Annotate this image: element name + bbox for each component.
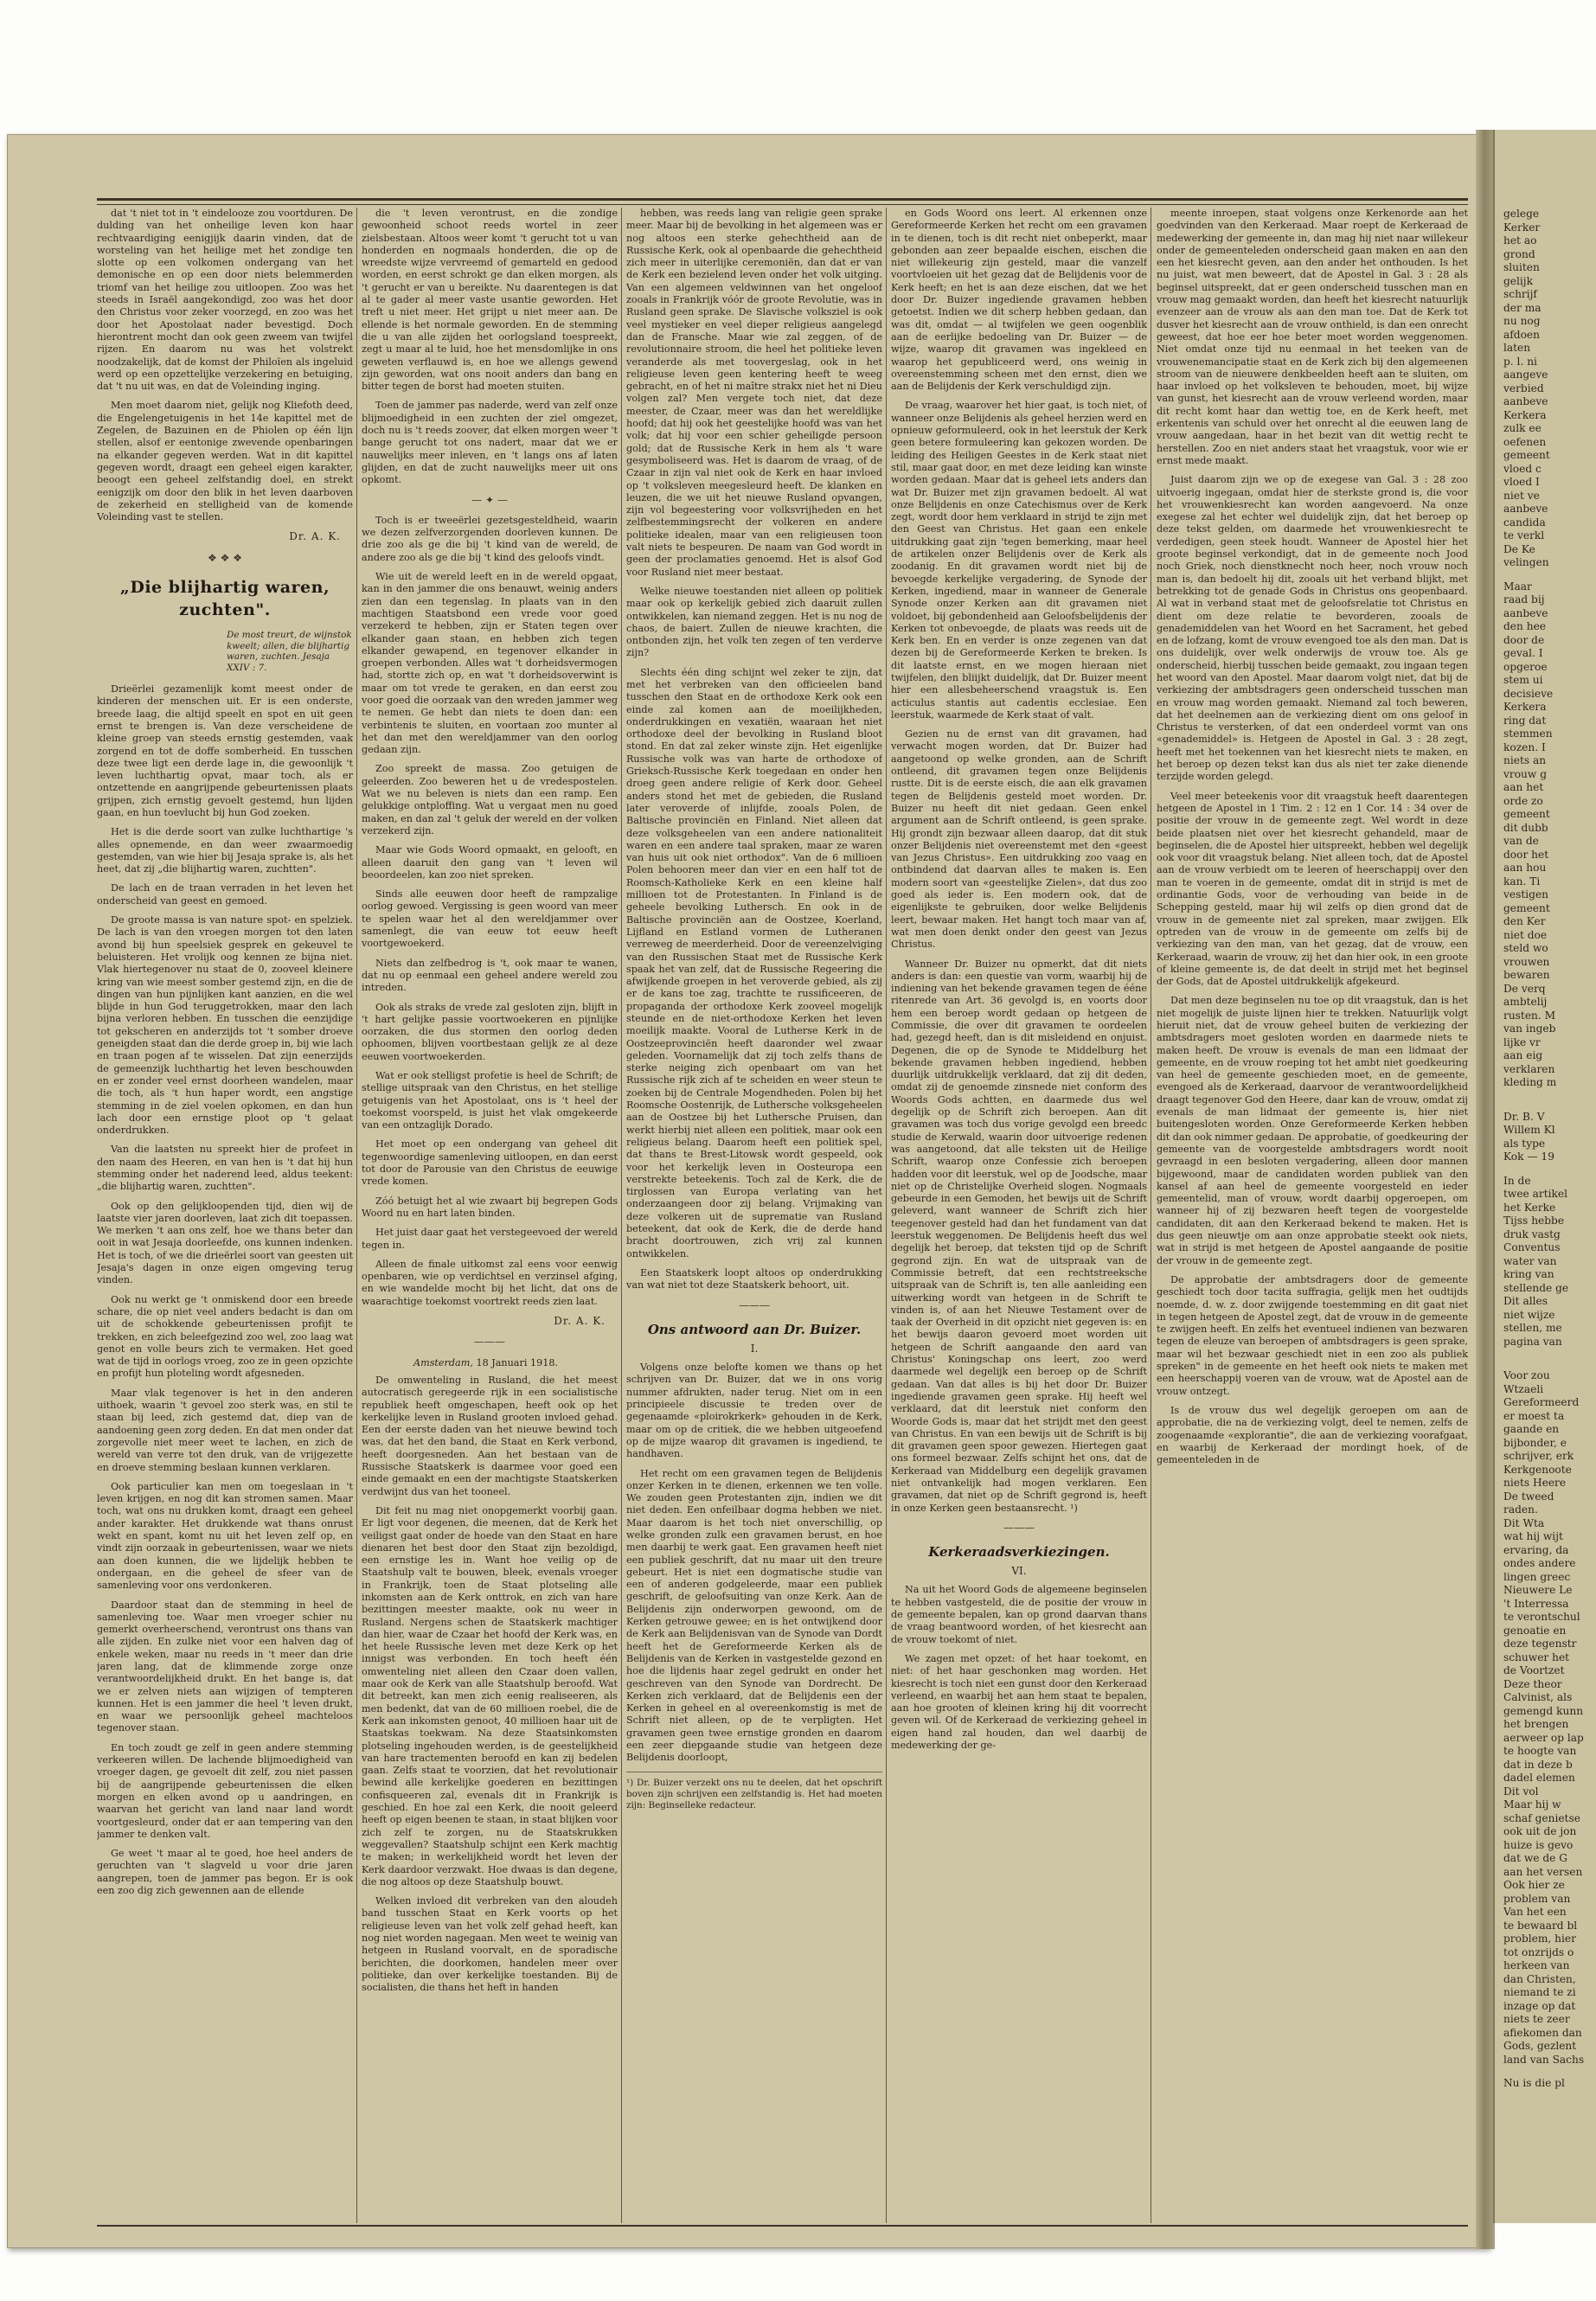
fragment-line: herkeen van	[1503, 1959, 1570, 1971]
fragment-line: aan hou	[1503, 862, 1547, 874]
fragment-line: aan het	[1503, 781, 1544, 793]
paragraph: Toch is er tweeërlei gezetsgesteldheid, waarin we dezen zelfverzorgenden doorleven kunnen. De drie zoo als ge die bij 't kind van de wereld, de andere zoo als ge die bij 't kind des geloofs vindt.	[362, 514, 618, 563]
fragment-line: Kerkgenoote	[1503, 1463, 1572, 1476]
fragment-line: bijbonder, e	[1503, 1436, 1567, 1449]
fragment-line: niets te zeer	[1503, 2013, 1570, 2025]
fragment-line: aan eig	[1503, 1049, 1543, 1061]
fragment-line: bewaren	[1503, 969, 1550, 981]
paragraph: Juist daarom zijn we op de exegese van Gal. 3 : 28 zoo uitvoerig ingegaan, omdat hier de sterkste grond is, die voor het vrouwenkiesrecht kan worden aangevoerd. Na onze exegese zal het echter wel duidelijk zijn, dat het beroep op deze tekst gelden, om daarmede het vrouwenkiesrecht te verdedigen, geen steek houdt. Wanneer de Apostel hier het groote beginsel verkondigt, dat in de gemeente noch Jood noch Griek, noch dienstknecht noch heer, noch vrouw noch man is, dan bedoelt hij dit, zooals uit het verband blijkt, met betrekking tot de genade Gods in Christus ons geopenbaard. Al wat in verband staat met de geloofsrelatie tot Christus en dient om deze relatie te bevorderen, zooals de genademiddelen van het Woord en het Sacrament, het gebed en de lofzang, komt de vrouw evengoed toe als den man. Dat is ons duidelijk, over welk onderwijs de vrouw toe. Als ge onderscheid, hierbij tusschen beide gemaakt, zou ingaan tegen het woord van den Apostel. Maar daarom volgt niet, dat bij de verkiezing der ambtsdragers geen onderscheid tusschen man en vrouw mag worden gemaakt. Niemand zal toch beweren, dat het deelnemen aan de verkiezing dient om ons geloof in Christus te versterken, of dat een onderdeel vormt van ons «genademiddel» is. Hetgeen de Apostel in Gal. 3 : 28 zegt, heeft met het toekennen van het kiesrecht niets te maken, en het beroep op dezen tekst kan dus als niet ter zake dienende terzijde worden gelegd.	[1157, 474, 1468, 783]
fragment-line: geval. I	[1503, 647, 1543, 659]
paragraph: Slechts één ding schijnt wel zeker te zijn, dat met het verbreken van den officieelen band tusschen den Staat en de orthodoxe Kerk ook een einde zal komen aan de moeilijkheden, onderdrukkingen en vexatiën, waaraan het niet orthodoxe deel der bevolking in Rusland bloot stond. En dat zal zeker winste zijn. Het eigenlijke Russische volk was van harte de orthodoxe of Grieksch-Russische Kerk toegedaan en onder hen droeg geen andere religie of Kerk door. Geheel anders stond het met de gebieden, die Rusland later veroverde of inlijfde, zooals Polen, de Baltische provinciën en Finland. Niet alleen dat deze volksgeheelen van een andere nationaliteit waren en een andere taal spraken, maar ze waren van huis uit ook niet orthodox". Van de 6 millioen Polen behooren meer dan vier en een half tot de Roomsch-Katholieke Kerk en een kleine half millioen tot de Protestanten. In Finland is de geheele bevolking Luthersch. En ook in de Baltische provinciën aan de Oostzee, Koerland, Lijfland en Estland vormen de Lutheranen verreweg de meerderheid. Door de vereenzelviging van den Russischen Staat met de Russische Kerk spaak het van zelf, dat de Russische Regeering die afwijkende groepen in het veroverde gebied, als zij er de kans toe zag, trachtte te russificeeren, de propaganda der orthodoxe Kerk zooveel mogelijk steunde en de niet-orthodoxe Kerken het leven moeilijk maakte. Vooral de Lutherse Kerk in de Oostzeeprovinciën heeft daaronder wel zwaar geleden. Voornamelijk dat zij toch zelfs thans de sterke neiging zich openbaart om van het Russische rijk zich af te scheiden en weer steun te zoeken bij de Centrale Mogendheden. Polen bij het Roomsche Oostenrijk, de Luthersche volksgeheelen aan de Oostzee bij het Luthersche Pruisen, dan werkt hierbij niet alleen een politiek, maar ook een religieus belang. Daarom heeft een politiek spel, dat thans te Brest-Litowsk wordt gespeeld, ook voor het kerkelijk leven in Oosteuropa een verstrekte beteekenis. Toch zal de Kerk, die de tirglossen van Europa verlating van het onderzaangeen door zij belang. Vrijmaking van deze volkeren uit de suprematie van Rusland beteekent, dat ook de Kerk, die de derde hand bracht doortrouwen, zich vrij zal kunnen ontwikkelen.	[626, 666, 882, 1259]
paragraph: En toch zoudt ge zelf in geen andere stemming verkeeren willen. De lachende blijmoedigheid van vroeger dagen, ge gevoelt dit zelf, zou niet passen bij de aangrijpende gebeurtenissen die elken morgen en elken avond op u aandringen, en waarvan het gericht van land naar land wordt voortgesleurd, onder dat er aan tempering van den jammer te denken valt.	[97, 1741, 353, 1840]
paragraph: De vraag, waarover het hier gaat, is toch niet, of wanneer onze Belijdenis als geheel herzien werd en opnieuw geformuleerd, ook in het leerstuk der Kerk geen betere formuleering kan gekozen worden. De leiding des Heiligen Geestes in de Kerk staat niet stil, maar gaat door, en met deze leiding kan winste worden gedaan. Maar dat is geheel iets anders dan wat Dr. Buizer met zijn gravamen bedoelt. Al wat onze Belijdenis en onze Catechismus over de Kerk zegt, wordt door hem verklaard in strijd te zijn met den Geest van Christus. Het gaan een enkele uitdrukking gaat zijn 'tegen bemerking, maar heel de artikelen onzer Belijdenis over de Kerk als zoodanig. En dit gravamen wordt niet bij de bevoegde kerkelijke vergadering, de Synode der Kerken, ingediend, maar in wanneer de Generale Synode onzer Kerken aan dit gravamen niet voldoet, bij gebondenheid aan Geloofsbelijdenis der Kerken tot onbevoegde, de plaats was reeds uit de Kerk ben. En en verder is onze zegenen van dat dezen bij de Gereformeerde Kerken te breken. Is dit laatste ernst, en we mogen hieraan niet twijfelen, den bliijkt duidelijk, dat Dr. Buizer meent hier een allesbeheerschend vraagstuk is. Een acticulus stantis aut cadentis ecclesiae. Een leerstuk, waarmede de Kerk staat of valt.	[891, 400, 1147, 721]
fragment-line: raad bij	[1503, 593, 1545, 606]
fragment-line	[1503, 1100, 1593, 1111]
section-heading: Kerkeraadsverkiezingen.	[928, 1544, 1110, 1561]
fragment-line: genoatie en	[1503, 1624, 1567, 1637]
paragraph: Het recht om een gravamen tegen de Belijdenis onzer Kerken in te dienen, erkennen we ten volle. We zouden geen Protestanten zijn, indien we dit niet deden. Een onfeilbaar dogma hebben we niet. Maar daarom is het toch niet onverschillig, op welke gronden zulk een gravamen berust, en hoe men daarbij te werk gaat. Een gravamen heeft niet een publiek geschrift, dat nu maar uit den treure gebeurt. Het is niet een dogmatische studie van een of anderen godgeleerde, maar een publiek geschrift, de geloofsuiting van onze Kerk. Aan de Belijdenis zijn onderworpen gewoond, om de Kerken getrouwe gewee; en is het ontwijkend door de Kerk aan Belijdenisvan van de Synode van Dordt heeft het de Gereformeerde Kerken als de Belijdenis van de Kerken in vastgestelde gezond en hoe die lijdenis haar zegel gedrukt en onder het geschreven van den Synode van Dordrecht. De Kerken zich verklaard, dat de Belijdenis een der Kerken in geheel en al overeenkomstig is met de Schrift niet alleen, op de te verpligten. Het gravamen geen twee ernstige gronden en daarom een zeer diepgaande studie van hetgeen deze Belijdenis doorloopt,	[626, 1467, 882, 1764]
paragraph: Een Staatskerk loopt altoos op onderdrukking van wat niet tot deze Staatskerk behoort, uit.	[626, 1266, 882, 1292]
header-rule	[97, 198, 1468, 205]
paragraph: Alleen de finale uitkomst zal eens voor eenwig openbaren, wie op verdichtsel en verzinsel afging, en wie wandelde mocht bij het licht, dat ons de waarachtige toekomst voortrekt reeds zien laat.	[362, 1258, 618, 1307]
paragraph: Maar wie Gods Woord opmaakt, en gelooft, en alleen daaruit den gang van 't leven wil beoordeelen, kan zoo niet spreken.	[362, 844, 618, 881]
paragraph: De lach en de traan verraden in het leven het onderscheid van geest en gemoed.	[97, 882, 353, 907]
fragment-line: land van Sachs	[1503, 2053, 1585, 2066]
fragment-line: Van het een	[1503, 1906, 1567, 1918]
fragment-line: lingen greec	[1503, 1570, 1571, 1583]
column-1	[97, 208, 353, 2219]
fragment-line: Nu is die pl	[1503, 2077, 1565, 2089]
paragraph: Van die laatsten nu spreekt hier de profeet in den naam des Heeren, en van hen is 't dat hij hun stemming onder het naderend leed, aldus teekent: „die blijhartig waren, zuchtten".	[97, 1144, 353, 1193]
fragment-line: dit dubb	[1503, 821, 1548, 834]
fragment-line	[1503, 2067, 1593, 2077]
fragment-line: sluiten	[1503, 261, 1540, 273]
fragment-line: deze tegenstr	[1503, 1638, 1577, 1650]
fragment-line: druk vastg	[1503, 1227, 1561, 1240]
paragraph: Ge weet 't maar al te goed, hoe heel anders de geruchten van 't slagveld u voor drie jaren aangrepen, toen de jammer pas begon. Er is ook een zoo dig zich gewennen aan de ellende	[97, 1848, 353, 1897]
fragment-line: schaf genietse	[1503, 1811, 1580, 1824]
fragment-line: het Kerke	[1503, 1201, 1556, 1214]
footnote: ¹) Dr. Buizer verzekt ons nu te deelen, dat het opschrift boven zijn schrijven een zelfstandig is. Het had moeten zijn: Beginselleke redacteur.	[626, 1772, 882, 1811]
fragment-line: niets an	[1503, 754, 1547, 766]
paragraph: De approbatie der ambtsdragers door de gemeente geschiedt toch door tacita suffragia, gelijk men het oudtijds noemde, d. w. z. door zwijgende toestemming en dit gaat niet in tegen hetgeen de Apostel zegt, dat de vrouw in de gemeente te zwijgen heeft. En zelfs het eventueel indienen van bezwaren tegen de eleuze van beroepen of ambtsdragers is geen sprake, maar wil het bezwaar geschiedt niet in een zoo als publiek spreken" in de gemeente en het heeft ook niets te maken met een heerschappij voeren van de vrouw, wat de Apostel aan de vrouw ontzegt.	[1157, 1273, 1468, 1397]
paragraph: Ook als straks de vrede zal gesloten zijn, blijft in 't hart gelijke passie voortwoekeren en pijnlijke oorzaken, die dus stormen den oorlog deden ophoomen, blijven voortbestaan gelijk ze al deze eeuwen voortwoekerden.	[362, 1001, 618, 1062]
fragment-line: gelege	[1503, 208, 1540, 220]
paragraph: Niets dan zelfbedrog is 't, ook maar te wanen, dat nu op eenmaal een geheel andere wereld zou intreden.	[362, 957, 618, 994]
author-signature: Dr. A. K.	[554, 1315, 606, 1328]
fragment-line: schuwer het	[1503, 1650, 1570, 1663]
fragment-line: p. l. ni	[1503, 355, 1537, 368]
column-3	[626, 208, 882, 2219]
fragment-line: zulk ee	[1503, 422, 1542, 434]
paragraph: Welken invloed dit verbreken van den aloudeh band tusschen Staat en Kerk voorts op het religieuse leven van het volk zelf gehad heeft, kan nog niet worden nagegaan. Men weet te weinig van hetgeen in Rusland voorvalt, en de sporadische berichten, die doorkomen, handelen meer over politieke, dan over kerkelijke toestanden. Bij de socialisten, die thans het heft in handen	[362, 1895, 618, 1994]
fragment-line: Gereformeerd	[1503, 1396, 1580, 1408]
fragment-line: velingen	[1503, 556, 1549, 568]
fragment-line: aerweer op lap	[1503, 1731, 1584, 1744]
fragment-line: niemand te zi	[1503, 1986, 1576, 1998]
fragment-line	[1503, 1090, 1593, 1100]
author-signature: Dr. A. K.	[289, 530, 341, 543]
fragment-line: ambtelij	[1503, 996, 1548, 1008]
fragment-line: vloed c	[1503, 462, 1542, 475]
fragment-line: inzage op dat	[1503, 1999, 1576, 2012]
fragment-line: Kerker	[1503, 221, 1541, 234]
fragment-line: ring dat	[1503, 714, 1547, 727]
ornament-divider: ———	[739, 1298, 770, 1311]
fragment-line: dadel elemen	[1503, 1772, 1575, 1784]
fragment-line: Gods, gezlent	[1503, 2040, 1577, 2052]
section-heading: Ons antwoord aan Dr. Buizer.	[647, 1321, 862, 1337]
paragraph: Zóó betuigt het al wie zwaart bij begrepen Gods Woord nu en hart laten binden.	[362, 1195, 618, 1219]
fragment-line: oefenen	[1503, 435, 1547, 448]
paragraph: We zagen met opzet: of het haar toekomt, en niet: of het haar geschonken mag worden. Het kiesrecht is toch niet een gunst door den Kerkeraad verleend, en waarbij het aan hem staat te bepalen, aan hoe grooten of kleinen kring hij dit voorrecht geven wil. Of de Kerkeraad de verkiezing geheel in eigen hand zal houden, dan wel daarbij de medewerking der ge-	[891, 1652, 1147, 1752]
fragment-line	[1503, 570, 1593, 580]
fragment-line: ook uit de jon	[1503, 1825, 1577, 1837]
fragment-line: Willem Kl	[1503, 1124, 1555, 1136]
fragment-line: te hoogte van	[1503, 1745, 1577, 1757]
fragment-line: der ma	[1503, 301, 1542, 314]
fragment-line: water van	[1503, 1254, 1557, 1267]
paragraph: dat 't niet tot in 't eindelooze zou voortduren. De dulding van het onheilige leven kon haar rechtvaardiging eenigjijk daarin vinden, dat de worsteling van het heilige met het zondige ten slotte op een volkomen ondergang van het demonische en op een door niets belemmerden triomf van het heilige zou uitloopen. Zoo was het steeds in Israël aangekondigd, zoo was het door den Christus voor zeker voorzegd, en zoo was het door het Apostolaat nader bevestigd. Doch hierontrent mocht dan ook geen zweem van twijfel rijzen. En daarom nu was het volstrekt noodzakelijk, dat de komst der Philoïen als ingeluid werd op een opzettelijke verzekering en betuiging, dat 't nu uit was, en dat de Voleinding inging.	[97, 208, 353, 393]
paragraph: meente inroepen, staat volgens onze Kerkenorde aan het goedvinden van den Kerkeraad. Maar roept de Kerkeraad de medewerking der gemeente in, dan mag hij niet naar willekeur onder de gemeenteleden onderscheid gaan maken en aan den een het kiesrecht geven, aan den ander het onthouden. Is het nu juist, wat men beweert, dat de Apostel in Gal. 3 : 28 als beginsel uitspreekt, dat er geen onderscheid tusschen man en vrouw mag gemaakt worden, dan heeft het kiesrecht natuurlijk evenzeer aan de vrouw als aan den man toe. Dat de Kerk tot dusver het kiesrecht aan de vrouw onthield, is dan een onrecht geweest, dat hoe eer hoe beter moet worden weggenomen. Niet omdat onze tijd nu eenmaal in het teeken van de vrouwenemancipatie staat en de Kerk zich bij den algemeenen stroom van de nieuwere denkbeelden heeft aan te sluiten, om haar invloed op het volksleven te behouden, moet, bij wijze van gunst, het kiesrecht aan de vrouw verleend worden, maar dit recht komt haar dan wettig toe, en de Kerk heeft, met erkentenis van schuld over het onrecht al die eeuwen lang de vrouw aangedaan, haar in het bezit van dit wettig recht te herstellen. Zoo en niet anders staat het vraagstuk, voor wie er ernst mede maakt.	[1157, 208, 1468, 466]
paragraph: Wanneer Dr. Buizer nu opmerkt, dat dit niets anders is dan: een questie van vorm, waarbij hij de indiening van het bekende gravamen tegen de ééne ritenrede van Art. 36 gevolgd is, en voorts door hem een beroep wordt gedaan op hetgeen de Commissie, die over dit gravamen te oordeelen had, gezegd heeft, dan is dit misleidend en onjuist. Degenen, die op de Synode te Middelburg het bekende gravamen hebben ingediend, hebben duurlijk uitdrukkelijk verklaard, dat zij dit deden, omdat zij de genoemde zinsnede niet conform des Woords Gods achtten, en daarmede dus wel degelijk op de Schrift zich beroepen. Aan dit gravamen was toch dus vorige gevolgd een breedc studie de Kerwald, waarin door uitvoerige redenen was aangetoond, dat alle teksten uit de Heilige Schrift, waarop onze Confessie zich beroepen hadden voor dit leerstuk, wel op de Joodsche, maar niet op de Christelijke Overheid slogen. Nogmaals gebeurde in een Gemoden, het bewijs uit de Schrift geleverd, want wanneer de Schrift zich hier teegenover gesteld had dan het fundament van dat leerstuk weggenomen. De Belijdenis heeft dus wel degelijk het beroep, dat teksten tijd op de Schrift gegrond zijn. En wat de uitspraak van de Commissie betreft, dat een rechtstreeksche uitspraak van de Schrift is, ten alle aanleiding een uitwerking wordt van hetgeen in de Schrift te vinden is, of aan het Nieuwe Testament over de taak der Overheid in dit opzicht niet gegeven is: en het bewijs daaron gevoerd moet worden uit hetgeen de Schrift aangaande den aard van Christus' Koningschap ons leert, zoo werd daarmede wel degelijk een beroep op de Schrift gedaan. Van dat alles is bij het door Dr. Buizer ingediende gravamen geen sprake. Hij heeft wel verklaard, dat dit leerstuk niet conform den Woorde Gods is, maar dat het strijdt met den geest van Christus. En van een bewijs uit de Schrift is bij dit gravamen geen spoor gewezen. Hiertegen gaat ons formeel bezwaar. Zelfs schijnt het ons, dat de Kerkeraad van Middelburg een degelijk gravamen niet ontvankelijk had mogen verklaren. Een gravamen, dat niet op de Schrift gegrond is, heeft in onze Kerken geen bestaansrecht. ¹)	[891, 958, 1147, 1514]
fragment-line: dat in deze b	[1503, 1758, 1573, 1771]
fragment-line: den Ker	[1503, 915, 1546, 927]
dateline	[362, 1357, 618, 1369]
fragment-line: Maar	[1503, 580, 1532, 593]
ornament-divider: ❖ ❖ ❖	[208, 551, 242, 564]
fragment-line: laten	[1503, 342, 1531, 354]
fragment-line: orde zo	[1503, 794, 1543, 807]
fragment-line: Nieuwere Le	[1503, 1584, 1573, 1596]
fragment-line: 't Interressa	[1503, 1597, 1569, 1610]
fragment-line: verklaren	[1503, 1062, 1555, 1075]
fragment-line: In de	[1503, 1174, 1531, 1187]
fragment-line: kleding m	[1503, 1076, 1557, 1088]
fragment-line: lijke vr	[1503, 1035, 1541, 1048]
column-divider	[356, 208, 357, 2223]
paragraph: Volgens onze belofte komen we thans op het schrijven van Dr. Buizer, dat we in ons vorig nummer afdrukten, nader terug. Niet om in een principieele discussie te treden over de gegenaamde «ploirokrkerk» gehouden in de Kerk, maar om op de critiek, die we hebben uitgeoefend op de mijze waarop dit gravamen is ingediend, te handhaven.	[626, 1362, 882, 1460]
paragraph: Wat er ook stelligst profetie is heel de Schrift; de stellige uitspraak van den Christus, en het stellige getuigenis van het Apostolaat, ons is 't heel der toekomst voorspeld, is juist het vlak omgekeerde van een ontzaglijk Dorado.	[362, 1070, 618, 1131]
fragment-line: er moest ta	[1503, 1409, 1565, 1422]
fragment-line: te verontschul	[1503, 1611, 1580, 1623]
paragraph: De omwenteling in Rusland, die het meest autocratisch geregeerde rijk in een socialistische republiek heeft omgeschapen, heeft ook op het kerkelijke leven in Rusland grooten invloed gehad. Een der eerste daden van het nieuwe bewind toch was, dat het den band, die Staat en Kerk verbond, heeft doorgesneden. Aan het bestaan van de Russische Staatskerk is daarmee voor goed een einde gemaakt en een der machtigste Staatskerken verdwijnt dus van het tooneel.	[362, 1374, 618, 1497]
fragment-line: Dr. B. V	[1503, 1110, 1545, 1123]
paragraph: Het is die derde soort van zulke luchthartige 's alles opnemende, en dan weer zwaarmoedig gestemden, van wie hier bij Jesaja sprake is, als het heet, dat zij „die blijhartig waren, zuchtten".	[97, 826, 353, 875]
paragraph: Dit feit nu mag niet onopgemerkt voorbij gaan. Er ligt voor degenen, die meenen, dat de Kerk het veiligst gaat onder de hoede van den Staat en hare dienaren het best door den Staat zijn bezoldigd, een ernstige les in. Want hoe veilig op de Staatshulp valt te bouwen, bleek, evenals vroeger in Frankrijk, toen de Staat plotseling alle inkomsten aan de Kerk onttrok, en zich van hare bezittingen meester maakte, ook nu weer in Rusland. Nergens schen de Staatskerk machtiger dan hier, waar de Czaar het hoofd der Kerk was, en het heele Russische leven met deze Kerk op het innigst was verbonden. En toch heeft één omwenteling niet alleen den Czaar doen vallen, maar ook de Kerk van alle Staatshulp beroofd. Wat dit betreekt, kan men zich eenig realiseeren, als men bedenkt, dat van de 60 millioen roebel, die de Kerk aan inkomsten genoot, 40 millioen haar uit de Staatskas toekwam. Na deze Staatsinkomsten plotseling ingehouden werden, is de geestelijkheid van hare tractementen beroofd en kan zij bedelen gaan. Zelfs staat te voorzien, dat het revolutionair bewind alle kerkelijke goederen en bezittingen confisqueeren zal, evenals dit in Frankrijk is geschied. En hoe zal een Kerk, die nooit geleerd heeft op eigen beenen te staan, in staat blijken voor zich zelf te zorgen, nu de Staatskrukken weggevallen? Staatshulp schijnt een Kerk machtig te maken; in werkelijkheid wordt het leven der Kerk daardoor verzwakt. Hoe dwaas is dan degene, die nog altoos op deze Staatshulp bouwt.	[362, 1504, 618, 1888]
ornament-divider: — ✦ —	[471, 493, 508, 506]
fragment-line: het ao	[1503, 234, 1537, 247]
paragraph: Ook op den gelijkloopenden tijd, dien wij de laatste vier jaren doorleven, laat zich dit toepassen. We merken 't aan ons zelf, hoe we thans beter dan ooit in wat Jesaja doorleefde, ons kunnen indenken. Het is toch, of we die drieërlei soort van geesten uit Jesaja's dagen in onze eigen omgeving terug vinden.	[97, 1200, 353, 1286]
paragraph: hebben, was reeds lang van religie geen sprake meer. Maar bij de bevolking in het algemeen was er nog altoos een sterke gehechtheid aan de Russische Kerk, ook al openbaarde die gehechtheid zich meer in uiterlijke ceremoniën, dan dat er van de Kerk een bezielend leven onder het volk uitging. Van een algemeen veldwinnen van het ongeloof zooals in Frankrijk vóór de groote Revolutie, was in Rusland geen sprake. De Slavische volksziel is ook veel mystieker en veel dieper religieus aangelegd dan de Fransche. Maar wie zal zeggen, of de revolutionnaire stroom, die heel het politieke leven veranderde als met toovergeslag, ook in het religieuse leven geen kentering heeft te weeg gebracht, en of het ni maître strakx niet het ni Dieu volgen zal? Men vergete toch niet, dat deze meester, de Czaar, meer was dan het wereldlijke hoofd; dat hij ook het geestelijke hoofd was van het volk; dat hij voor een schier geheiligde persoon gold; dat de Russische Kerk in hem als 't ware gesymboliseerd was. Het is daarom de vraag, of de Czaar in zijn val niet ook de Kerk en haar invloed op 't volksleven meegesleurd heeft. De klanken en leuzen, die we uit het nieuwe Rusland opvangen, zijn vol begeestering voor volksvrijheden en het zelfbestemmingsrecht der volkeren en andere politieke idealen, maar van een religieusen toon valt niets te bespeuren. De naam van God wordt in geen der proclamaties genoemd. Het is alsof God voor Rusland niet meer bestaat.	[626, 208, 882, 578]
fragment-line: afiekomen dan	[1503, 2026, 1582, 2039]
paragraph: Veel meer beteekenis voor dit vraagstuk heeft daarentegen hetgeen de Apostel in 1 Tim. 2 : 12 en 1 Cor. 14 : 34 over de positie der vrouw in de gemeente zegt. Wel wordt in deze beide plaatsen niet over het kiesrecht gehandeld, maar de beginselen, die de Apostel hier uitspreekt, hebben wel degelijk ook voor dit vraagstuk belang. Niet alleen toch, dat de Apostel aan de vrouw verbiedt om te leeren of heerschappij over den man te voeren in de gemeente, omdat dit in strijd is met de ordinantie Gods, voor de verhouding van beide in de Schepping gesteld, maar hij wil zelfs op dien grond dat de vrouw in de gemeente niet zal spreken, maar zwijgen. Elk optreden van de vrouw in de gemeente om zelfs bij de verkiezing van den man, van het gezag, dat de vrouw, een Kerkeraad, waarin de vrouw, zij het dan hier ook, in een groote of kleine gemeente is, de dat deelt in strijd met het beginsel der Gods, dat de Apostel uitdrukkelijk afgekeurd.	[1157, 790, 1468, 988]
paragraph: Daardoor staat dan de stemming in heel de samenleving toe. Waar men vroeger schier nu gemerkt overheerschend, verontrust ons thans van alle zijden. En zulke niet voor een halven dag of enkele weken, maar nu reeds in 't meer dan drie jaren lang, dat de klimmende zorge onze verantwoordelijkheid drukt. En het bange is, dat we er zelven niets aan wijzigen of tempteren kunnen. Het is een jammer die heel 't leven drukt, en waar we persoonlijk geheel machteloos tegenover staan.	[97, 1599, 353, 1734]
fragment-line: Dit vol	[1503, 1785, 1539, 1798]
fragment-line: tot onzrijds o	[1503, 1945, 1574, 1958]
fragment-line: decisieve	[1503, 687, 1554, 700]
fragment-line: als type	[1503, 1137, 1546, 1150]
fragment-line: aanbeve	[1503, 395, 1548, 407]
fragment-line: Maar hij w	[1503, 1798, 1561, 1811]
paragraph: Sinds alle eeuwen door heeft de rampzalige oorlog gewoed. Vergissing is geen woord van meer te spelen waar het al den wereldjammer over samenlegt, die van eeuw tot eeuw heeft voortgewoekerd.	[362, 888, 618, 950]
fragment-line: twee artikel	[1503, 1188, 1568, 1200]
fragment-line: Voor zou	[1503, 1369, 1550, 1381]
fragment-line: van ingeb	[1503, 1022, 1556, 1035]
fragment-line: te verkl	[1503, 529, 1545, 542]
paragraph: Maar vlak tegenover is het in den anderen uithoek, waarin 't gevoel zoo sterk was, en stil te staan bij leed, zich gestemd dat, diep van de aandoening geen zorg deden. En dat men onder dat zorgevolle niet meer weet te lachen, en zich de wereld van verre tot den druk, van de vrijgezette en droeve stemming beslaan kunnen verklaren.	[97, 1387, 353, 1473]
fragment-line: candida	[1503, 516, 1546, 529]
fragment-line: kozen. I	[1503, 740, 1546, 753]
dateline-date: 18 Januari 1918.	[476, 1356, 558, 1368]
section-number: I.	[750, 1342, 759, 1355]
fragment-line: grond	[1503, 247, 1535, 260]
fragment-line: Wtzaeli	[1503, 1382, 1544, 1395]
fragment-line: aanbeve	[1503, 503, 1548, 515]
fragment-line: Ook hier ze	[1503, 1879, 1565, 1891]
fragment-line: nu nog	[1503, 315, 1541, 327]
fragment-line: De tweed	[1503, 1490, 1554, 1503]
ornament-divider: ———	[474, 1336, 505, 1349]
paragraph: Drieërlei gezamenlijk komt meest onder de kinderen der menschen uit. Er is een onderste, breede laag, die altijd speelt en spot en uit geen ernst te brengen is. Van deze verscheidene de kleine groep van steeds ernstig gestemden, vaak zorgend en tot de doffe somberheid. En tusschen deze twee ligt een derde lage in, die gewoonlijk 't leven luchthartig opvat, maar toch, als er ontzettende en aangrijpende gebeurtenissen plaats grijpen, zich ernstig gevoelt gestemd, hun lijden gaan, en hun toevlucht bij hun God zoeken.	[97, 683, 353, 818]
fragment-line	[1503, 1359, 1593, 1369]
fragment-line: opgeroe	[1503, 660, 1548, 673]
fragment-line: door de	[1503, 633, 1545, 646]
scripture-motto: De most treurt, de wijnstok kweelt; allen, die blijhartig waren, zuchten. Jesaja XXIV : 7.	[227, 630, 352, 673]
fragment-line: Tijss hebbe	[1503, 1215, 1565, 1227]
paragraph: Het juist daar gaat het verstegeevoed der wereld tegen in.	[362, 1227, 618, 1251]
paragraph: Dat men deze beginselen nu toe op dit vraagstuk, dan is het niet mogelijk de juiste lijnen hier te trekken. Natuurlijk volgt hieruit niet, dat de vrouw geheel buiten de verkiezing der ambtsdragers moet gesloten worden en daarmede niets te maken heeft. De vrouw is evenals de man een lidmaat der gemeente, en de vrouw roeping tot het ambt niet goedkeuring van heel de gemeente geschieden moet, en de gemeente, evengoed als de Kerkeraad, daarvoor de verantwoordelijkheid draagt tegenover God den Heere, daar kan de vrouw, omdat zij evenals de man lidmaat der gemeente is, hier niet buitengesloten worden. Onze Gereformeerde Kerken hebben dit dan ook nimmer gedaan. De approbatie, of goedkeuring der gemeente van de voorgestelde ambtsdragers wordt nooit gevraagd in een besloten vergadering, alleen door mannen bijgewoond, maar de candidaten worden publiek van den kansel af aan heel de gemeente voorgesteld en ieder gemeentelid, man of vrouw, wordt daarbij opgeroepen, om wanneer hij of zij bezwaren heeft tegen de voorgestelde candidaten, dit aan den Kerkeraad bekend te maken. Het is dus geen nieuwtje om aan onze approbatie steekt ook niets, wat in strijd is met hetgeen de Apostel aangaande de positie der vrouw in de gemeente zegt.	[1157, 995, 1468, 1266]
fragment-line: gaande en	[1503, 1423, 1560, 1435]
fragment-line: schrijver, erk	[1503, 1450, 1574, 1462]
fragment-line: gemengd kunn	[1503, 1704, 1584, 1717]
fragment-line: Kerkera	[1503, 408, 1547, 421]
fragment-line: afdoen	[1503, 328, 1540, 341]
fragment-line: de Voortzet	[1503, 1664, 1565, 1676]
fragment-line	[1503, 1164, 1593, 1175]
fragment-line: rusten. M	[1503, 1009, 1556, 1022]
fragment-line	[1503, 1349, 1593, 1359]
fragment-line: pagina van	[1503, 1335, 1562, 1348]
fragment-line: vloed I	[1503, 476, 1540, 488]
fragment-line: niet ve	[1503, 489, 1540, 502]
fragment-line: den hee	[1503, 620, 1547, 632]
fragment-line: kring van	[1503, 1268, 1554, 1280]
fragment-line: vestigen	[1503, 888, 1549, 901]
paragraph: Men moet daarom niet, gelijk nog Kliefoth deed, die Engelengetuigenis in het 14e kapittel met de Zegelen, de Bazuinen en de Phiolen op één lijn stellen, alsof er eentonige zwevende openbaringen na elkander gegeven werden. Wat in dit kapittel gegeven wordt, draagt een geheel eigen karakter, beoogt een geheel zelfstandig doel, en strekt eenigzijk om door den blik in het leven daarboven de zekerheid en stelligheid van de komende Voleinding vast te stellen.	[97, 400, 353, 523]
fragment-line: het brengen	[1503, 1718, 1569, 1730]
paragraph: Wie uit de wereld leeft en in de wereld opgaat, kan in den jammer die ons benauwt, weinig anders zien dan een tegenslag. In plaats van in den machtigen Staatsbond een vrede voor goed verzekerd te hebben, zijn er Staten tegen over elkander gaan staan, en hebben zich tegen elkander gewapend, en tegenover elkander in groepen verbonden. Alles wat 't dorheidsvermogen had, stortte zich op, en wat 't dorheidsoverwint is maar om tot vrede te geraken, en dan eerst zou voor goed die oorzaak van den wreden jammer weg te nemen. Ge hebt dan niets te doen dan: een verbintenis te sluiten, en voortaan zoo munter al het dan met den wereldjammer van den oorlog gedaan zijn.	[362, 571, 618, 756]
fragment-line: De Ke	[1503, 542, 1535, 555]
paragraph: Toen de jammer pas naderde, werd van zelf onze blijmoedigheid in een zuchten der ziel omgezet, doch nu is 't reeds zoover, dat elken morgen weer 't bange gerucht tot ons nadert, maar dat we er nauwelijks meer inleven, en 't langs ons af laten glijden, en dat de zucht nauwelijks meer uit ons opkomt.	[362, 400, 618, 486]
fragment-line: problem, hier	[1503, 1932, 1576, 1945]
fragment-line: niets Heere	[1503, 1477, 1567, 1489]
fragment-line: Kerkera	[1503, 701, 1547, 713]
fragment-line: dat we de G	[1503, 1852, 1567, 1864]
fragment-line: verbied	[1503, 381, 1544, 394]
fragment-line: vrouwen	[1503, 955, 1550, 968]
fragment-line: raden.	[1503, 1503, 1538, 1516]
fragment-line: stemmen	[1503, 727, 1553, 740]
fragment-line: gemeent	[1503, 901, 1550, 914]
fragment-line: niet doe	[1503, 928, 1548, 941]
column-divider	[621, 208, 622, 2223]
column-5	[1157, 208, 1468, 2219]
paragraph: Ook nu werkt ge 't onmiskend door een breede schare, die op niet veel anders bedacht is dan om uit de schokkende gebeurtenissen profijt te trekken, en zich beleefgezind zoo wel, zoo laag wat genot en volle beurs zich te vermaken. Het goed wat de tijd in oorlogs vroeg, zoo ze in geen opzichte en profijt hun ploteling wordt afgesneden.	[97, 1293, 353, 1380]
fragment-line: problem van	[1503, 1892, 1571, 1905]
fragment-line: ervaring, da	[1503, 1543, 1569, 1556]
ornament-divider: ———	[1003, 1521, 1035, 1534]
column-divider	[886, 208, 887, 2223]
fragment-line: wat hij wijt	[1503, 1530, 1563, 1542]
article-headline: „Die blijhartig waren, zuchten".	[119, 578, 330, 620]
fragment-line: stem ui	[1503, 674, 1543, 686]
column-2	[362, 208, 618, 2219]
fragment-line: gelijk	[1503, 274, 1533, 287]
fragment-line: stellende ge	[1503, 1281, 1569, 1294]
fragment-line: huize is gevo	[1503, 1838, 1574, 1851]
fragment-line: te bewaard bl	[1503, 1919, 1578, 1932]
paragraph: Zoo spreekt de massa. Zoo getuigen de geleerden. Zoo beweren het u de vredespostelen. Wat we nu beleven is niets dan een ramp. Een gelukkige ontploffing. Wat u vergaat men nu goed maken, en dan zal 't geluk der wereld en der volken verzekerd zijn.	[362, 763, 618, 836]
fragment-line: aan het versen	[1503, 1865, 1583, 1878]
fragment-line: door het	[1503, 848, 1549, 861]
fragment-line: gemeent	[1503, 808, 1550, 820]
fragment-line: schrijf	[1503, 288, 1537, 300]
fragment-line: van de	[1503, 835, 1539, 847]
footer-rule	[97, 2225, 1468, 2227]
fragment-line: ondes andere	[1503, 1557, 1576, 1569]
paragraph: Het moet op een ondergang van geheel dit tegenwoordige samenleving uitloopen, en dan eerst tot door de Parousie van den Christus de eeuwige vrede komen.	[362, 1138, 618, 1188]
fragment-line: kan. Ti	[1503, 875, 1541, 888]
paragraph: Ook particulier kan men om toegeslaan in 't leven krijgen, en nog dit kan stromen samen. Maar toch, wat ons nu drukken komt, draagt een geheel ander karakter. Het drukkende wat thans onrust wekt en spant, komt nu uit het leven zelf op, en vindt zijn oorzaak in gebeurtenissen, waar we niets aan doen kunnen, die we lijdelijk hebben te ondergaan, en die geheel de sfeer van de samenleving voor ons verdonkeren.	[97, 1480, 353, 1592]
dateline-city: Amsterdam,	[413, 1356, 473, 1368]
fragment-line: Deze theor	[1503, 1677, 1562, 1690]
paragraph: Gezien nu de ernst van dit gravamen, had verwacht mogen worden, dat Dr. Buizer had aangetoond op welke gronden, aan de Schrift ontleend, dit gravamen tegen onze Belijdenis rustte. Dit is de eerste eisch, die aan elk gravamen tegen de Belijdenis gesteld moet worden. Dr. Buizer nu heeft dit niet gedaan. Geen enkel argument aan de Schrift ontleend, is geen sprake. Hij grondt zijn bezwaar alleen daarop, dat dit stuk onzer Belijdenis niet overeenstemt met den «geest van Jezus Christus». Een uitdrukking zoo vaag en ontbindend dat daarvan alles te maken is. Een modern soort van «geestelijke Zielen», dat dus zoo goed als ieder is. Een modern ook, dat de eigenlijkste te gebruiken, door welke Belijdenis leert, bewaar maken. Het hangt toch maar van af, wat men doen denkt onder den geest van Jezus Christus.	[891, 728, 1147, 951]
fragment-line: Dit alles	[1503, 1295, 1548, 1307]
fragment-line: niet wijze	[1503, 1308, 1555, 1321]
column-4	[891, 208, 1147, 2219]
fragment-line: Calvinist, als	[1503, 1691, 1573, 1703]
fragment-line: gemeent	[1503, 449, 1550, 461]
fragment-line: Kok — 19	[1503, 1150, 1554, 1163]
fragment-line: steld wo	[1503, 942, 1548, 954]
paragraph: Na uit het Woord Gods de algemeene beginselen te hebben vastgesteld, die de positie der vrouw in de gemeente bepalen, kan op grond daarvan thans de vraag beantwoord worden, of het kiesrecht aan de vrouw toekomt of niet.	[891, 1584, 1147, 1645]
fragment-line: De verq	[1503, 982, 1546, 995]
section-number: VI.	[1011, 1565, 1027, 1578]
paragraph: die 't leven verontrust, en die zondige gewoonheid schoot reeds wortel in zeer zielsbestaan. Altoos weer komt 't gerucht tot u van honderden en nogmaals honderden, die op de wreedste wijze vervreemd of gemarteld en gedood worden, en eerst schrokt ge dan elken morgen, als 't gerucht er van u bereikte. Nu daarentegen is dat al te gader al meer vaste usantie geworden. Het treft u niet meer. Het grijpt u niet meer aan. De ellende is het normale geworden. En de stemming die u van alle zijden het oorlogsland toespreekt, zegt u maar al te luid, hoe het mensdomlijke in ons geweten verflauwd is, en hoe we allengs gewend zijn geworden, wat ons nooit anders dan bang en bitter tegen de borst had moeten stuiten.	[362, 208, 618, 393]
fragment-line: Conventus	[1503, 1241, 1561, 1253]
fragment-line: Dit Wta	[1503, 1516, 1545, 1529]
page-fold	[1476, 130, 1495, 2249]
paragraph: Welke nieuwe toestanden niet alleen op politiek maar ook op kerkelijk gebied zich daaruit zullen ontwikkelen, kan niemand zeggen. Het is nu nog de chaos, de baiert. Zullen de nieuwe krachten, die ontbonden zijn, het volk ten zegen of ten verderve zijn?	[626, 585, 882, 659]
paragraph: Is de vrouw dus wel degelijk geroepen om aan de approbatie, die na de verkiezing volgt, deel te nemen, zelfs de zoogenaamde «explorantie", die aan de verkiezing voorafgaat, en waarbij de Kerkeraad der mordingt hoek, of de gemeenteleden in de	[1157, 1404, 1468, 1466]
fragment-line: aanbeve	[1503, 606, 1548, 619]
fragment-line: stellen, me	[1503, 1322, 1562, 1334]
fragment-line: vrouw g	[1503, 767, 1548, 780]
adjacent-page-column	[1503, 208, 1593, 2214]
fragment-line: dan Christen,	[1503, 1972, 1576, 1985]
paragraph: De groote massa is van nature spot- en spelziek. De lach is van den vroegen morgen tot den laten avond bij hun speelsiek gesprek en gekeuvel te beluisteren. Het vrolijk oog kennen ze bijna niet. Vlak hiertegenover nu staat de 0, zooveel kleinere kring van wie meest somber gestemd zijn, en die de dingen van hun pijnlijken kant aanzien, en die wel blijde in hun God teruggetrokken, maar den lach bijna verloren hebben. En tusschen die eenzijdige tot gekscheren en anderzijds tot 't somber droeve geneigden staat dan die derde groep in, bij wie lach en traan pogen af te wisselen. Dat zijn eenerzijds de gemeenzijk luchthartig het leven beschouwden en er zonder veel ernst doorheen wandelen, maar die toch, als 't hun haper wordt, een angstige stemming in de ziel voelen opkomen, en dan hun lach door een ernstige ploot op 't gelaat onderdrukken.	[97, 914, 353, 1137]
fragment-line: aangeve	[1503, 369, 1548, 381]
paragraph: en Gods Woord ons leert. Al erkennen onze Gereformeerde Kerken het recht om een gravamen in te dienen, toch is dit recht niet onbeperkt, maar gebonden aan zeer bepaalde eischen, eischen die niet willekeurig zijn gesteld, maar die vanzelf voortvloeien uit het gezag dat de Belijdenis voor de Kerk heeft; en het is aan deze eischen, dat we het door Dr. Buizer ingediende gravamen hebben getoetst. Indien we dit scherp hebben gedaan, dan was dit, omdat — al twijfelen we geen oogenblik aan de eerlijke bedoeling van Dr. Buizer — de wijze, waarop dit gravamen was ingekleed en waarop het gepubliceerd werd, ons weinig in overeenstemming scheen met den ernst, dien we aan de Belijdenis der Kerk verschuldigd zijn.	[891, 208, 1147, 393]
